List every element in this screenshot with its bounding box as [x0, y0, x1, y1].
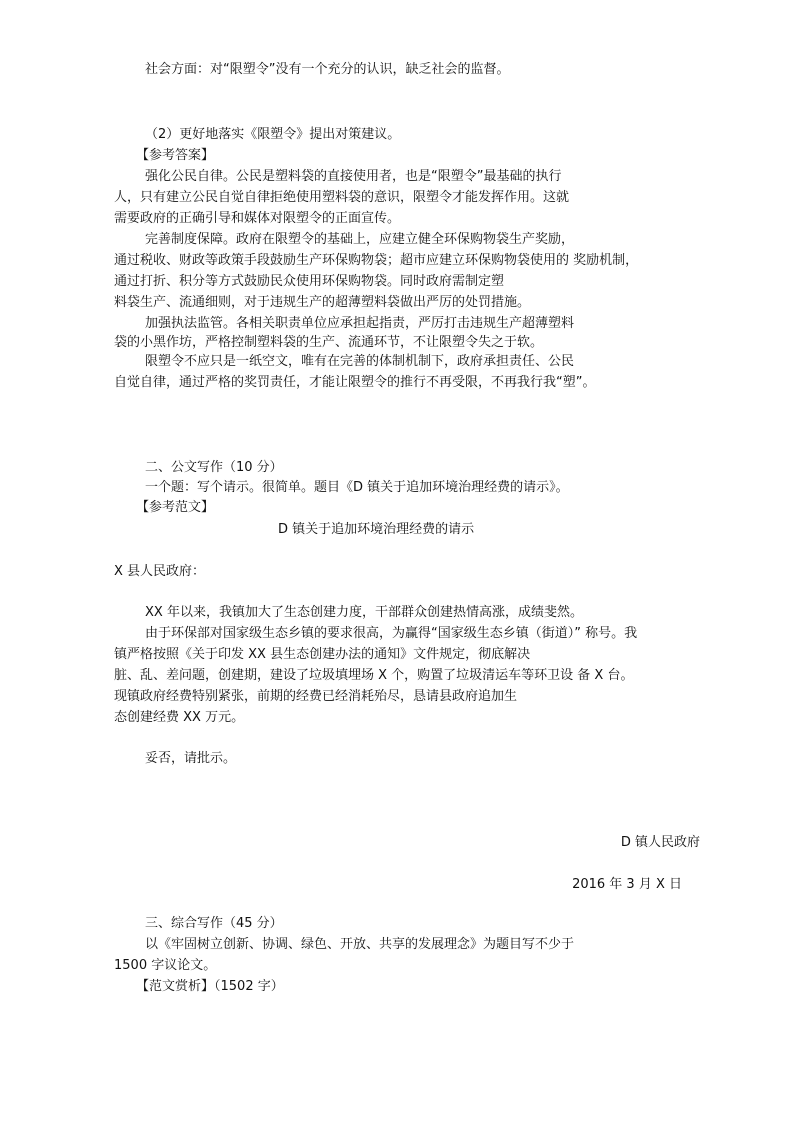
body-para1: XX 年以来，我镇加大了生态创建力度，干部群众创建热情高涨，成绩斐然。: [145, 605, 583, 620]
document-title: D 镇关于追加环境治理经费的请示: [278, 522, 475, 537]
reference-essay-label: 【参考范文】: [136, 500, 215, 515]
analysis-label: 【范文赏析】: [136, 979, 215, 994]
section-2-question: 一个题：写个请示。很简单。题目《D 镇关于追加环境治理经费的请示》。: [145, 480, 569, 495]
analysis-heading: [136, 979, 284, 995]
answer-para2-line4: 料袋生产、流通细则，对于违规生产的超薄塑料袋做出严厉的处罚措施。: [114, 295, 531, 310]
body-para2-line3: 脏、乱、差问题，创建期，建设了垃圾填埋场 X 个，购置了垃圾清运车等环卫设 备 X 台。: [114, 668, 634, 683]
closing-line: 妥否，请批示。: [145, 751, 237, 766]
answer-para1-line3: 需要政府的正确引导和媒体对限塑令的正面宣传。: [114, 211, 401, 226]
social-aspect-line: 社会方面：对“限塑令”没有一个充分的认识，缺乏社会的监督。: [145, 62, 510, 77]
body-para2-line4: 现镇政府经费特别紧张，前期的经费已经消耗殆尽，恳请县政府追加生: [114, 689, 518, 704]
answer-para1-line2: 人，只有建立公民自觉自律拒绝使用塑料袋的意识，限塑令才能发挥作用。这就: [114, 190, 570, 205]
date: 2016 年 3 月 X 日: [572, 877, 682, 892]
signature: D 镇人民政府: [620, 835, 700, 850]
answer-para3-line2: 袋的小黑作坊，严格控制塑料袋的生产、流通环节，不让限塑令失之于软。: [114, 335, 544, 350]
reference-answer-label: 【参考答案】: [136, 148, 215, 163]
section-3-title: 三、综合写作（45 分）: [145, 916, 283, 931]
section-3-question-line2: 1500 字议论文。: [114, 958, 217, 973]
analysis-word-count: （1502 字）: [214, 979, 284, 994]
answer-para2-line1: 完善制度保障。政府在限塑令的基础上，应建立健全环保购物袋生产奖励，: [145, 232, 575, 247]
body-para2-line2: 镇严格按照《关于印发 XX 县生态创建办法的通知》文件规定，彻底解决: [114, 647, 531, 662]
answer-para3-line1: 加强执法监管。各相关职责单位应承担起指责，严厉打击违规生产超薄塑料: [145, 316, 575, 331]
body-para2-line1: 由于环保部对国家级生态乡镇的要求很高，为赢得“国家级生态乡镇（街道）” 称号。我: [145, 626, 638, 641]
answer-para2-line2: 通过税收、财政等政策手段鼓励生产环保购物袋；超市应建立环保购物袋使用的 奖励机制，: [114, 253, 639, 268]
section-2-title: 二、公文写作（10 分）: [145, 460, 283, 475]
body-para2-line5: 态创建经费 XX 万元。: [114, 710, 245, 725]
answer-para2-line3: 通过打折、积分等方式鼓励民众使用环保购物袋。同时政府需制定塑: [114, 274, 505, 289]
answer-para4-line2: 自觉自律，通过严格的奖罚责任，才能让限塑令的推行不再受限，不再我行我“塑”。: [114, 375, 596, 390]
addressee: X 县人民政府：: [114, 564, 206, 579]
answer-para1-line1: 强化公民自律。公民是塑料袋的直接使用者，也是“限塑令”最基础的执行: [145, 169, 562, 184]
answer-para4-line1: 限塑令不应只是一纸空文，唯有在完善的体制机制下，政府承担责任、公民: [145, 354, 575, 369]
section-3-question-line1: 以《牢固树立创新、协调、绿色、开放、共享的发展理念》为题目写不少于: [145, 937, 575, 952]
question-2-title: （2）更好地落实《限塑令》提出对策建议。: [145, 127, 401, 142]
